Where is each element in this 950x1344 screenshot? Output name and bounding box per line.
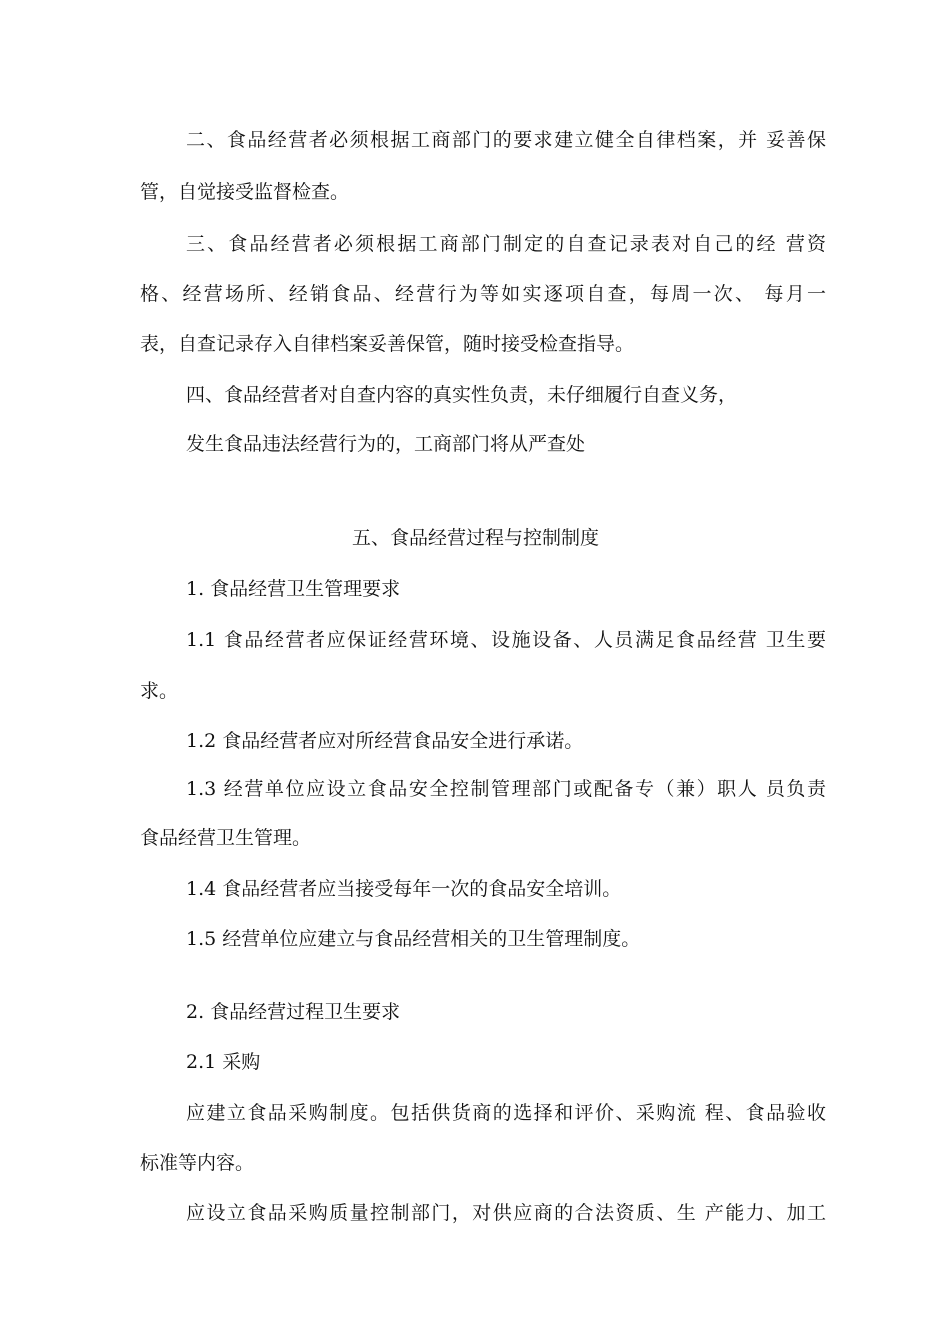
subheading-1: 1. 食品经营卫生管理要求	[186, 578, 401, 600]
subheading-2: 2. 食品经营过程卫生要求	[186, 1001, 401, 1023]
paragraph-procurement-1-line-1: 应建立食品采购制度。包括供货商的选择和评价、采购流 程、食品验收	[186, 1102, 826, 1124]
paragraph-2-line-1: 二、食品经营者必须根据工商部门的要求建立健全自律档案，并 妥善保	[186, 129, 826, 151]
item-1-3-line-1: 1.3 经营单位应设立食品安全控制管理部门或配备专（兼）职人 员负责	[186, 778, 826, 800]
item-1-3-line-2: 食品经营卫生管理。	[140, 827, 312, 849]
paragraph-3-line-2: 格、经营场所、经销食品、经营行为等如实逐项自查，每周一次、 每月一	[140, 283, 826, 305]
paragraph-procurement-1-line-2: 标准等内容。	[140, 1152, 255, 1174]
paragraph-4-line-2: 发生食品违法经营行为的，工商部门将从严查处	[186, 433, 586, 455]
item-1-5: 1.5 经营单位应建立与食品经营相关的卫生管理制度。	[186, 928, 641, 950]
paragraph-3-line-3: 表，自查记录存入自律档案妥善保管，随时接受检查指导。	[140, 333, 635, 355]
item-1-1-line-1: 1.1 食品经营者应保证经营环境、设施设备、人员满足食品经营 卫生要	[186, 629, 826, 651]
section-heading: 五、食品经营过程与控制制度	[352, 527, 600, 549]
paragraph-3-line-1: 三、食品经营者必须根据工商部门制定的自查记录表对自己的经 营资	[186, 233, 826, 255]
item-1-4: 1.4 食品经营者应当接受每年一次的食品安全培训。	[186, 878, 622, 900]
paragraph-2-line-2: 管，自觉接受监督检查。	[140, 181, 350, 203]
paragraph-4-line-1: 四、食品经营者对自查内容的真实性负责，未仔细履行自查义务，	[186, 384, 738, 406]
paragraph-procurement-2-line-1: 应设立食品采购质量控制部门，对供应商的合法资质、生 产能力、加工	[186, 1202, 826, 1224]
item-2-1: 2.1 采购	[186, 1051, 261, 1073]
item-1-1-line-2: 求。	[140, 680, 179, 702]
item-1-2: 1.2 食品经营者应对所经营食品安全进行承诺。	[186, 730, 584, 752]
